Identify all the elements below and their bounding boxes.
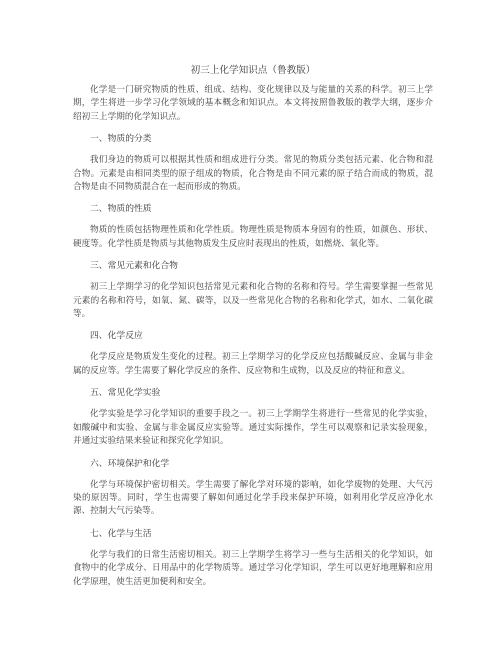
section-body-7: 化学与我们的日常生活密切相关。初三上学期学生将学习一些与生活相关的化学知识，如食物中的化学成分、日用品中的化学物质等。通过学习化学知识，学生可以更好地理解和应用化学原理，使生活更加便利和安全。 [73, 549, 433, 587]
section-heading-5: 五、常见化学实验 [90, 388, 161, 399]
section-heading-4: 四、化学反应 [90, 331, 143, 342]
section-heading-6: 六、环境保护和化学 [90, 458, 170, 469]
section-body-2: 物质的性质包括物理性质和化学性质。物理性质是物质本身固有的性质，如颜色、形状、硬度等。化学性质是物质与其他物质发生反应时表现出的性质，如燃烧、氧化等。 [73, 225, 433, 249]
section-body-3: 初三上学期学习的化学知识包括常见元素和化合物的名称和符号。学生需要掌握一些常见元素的名称和符号，如氧、氮、碳等，以及一些常见化合物的名称和化学式，如水、二氧化碳等。 [73, 282, 433, 320]
section-body-4: 化学反应是物质发生变化的过程。初三上学期学习的化学反应包括酸碱反应、金属与非金属的反应等。学生需要了解化学反应的条件、反应物和生成物，以及反应的特征和意义。 [73, 352, 433, 376]
section-body-6: 化学与环境保护密切相关。学生需要了解化学对环境的影响，如化学废物的处理、大气污染的原因等。同时，学生也需要了解如何通过化学手段来保护环境，如利用化学反应净化水源、控制大气污染等。 [73, 479, 433, 517]
section-heading-7: 七、化学与生活 [90, 528, 152, 539]
document-page [73, 64, 433, 598]
section-body-1: 我们身边的物质可以根据其性质和组成进行分类。常见的物质分类包括元素、化合物和混合物。元素是由相同类型的原子组成的物质，化合物是由不同元素的原子结合而成的物质，混合物是由不同物质混合在一起而形成的物质。 [73, 155, 433, 193]
intro-paragraph: 化学是一门研究物质的性质、组成、结构、变化规律以及与能量的关系的科学。初三上学期，学生将进一步学习化学领域的基本概念和知识点。本文将按照鲁教版的教学大纲，逐步介绍初三上学期的化学知识点。 [73, 85, 433, 122]
section-body-5: 化学实验是学习化学知识的重要手段之一。初三上学期学生将进行一些常见的化学实验，如酸碱中和实验、金属与非金属反应实验等。通过实际操作，学生可以观察和记录实验现象，并通过实验结果来验证和探究化学知识。 [73, 409, 433, 447]
section-heading-1: 一、物质的分类 [90, 134, 152, 145]
section-heading-3: 三、常见元素和化合物 [90, 261, 178, 272]
section-heading-2: 二、物质的性质 [90, 204, 152, 215]
document-title: 初三上化学知识点（鲁教版） [190, 65, 316, 76]
